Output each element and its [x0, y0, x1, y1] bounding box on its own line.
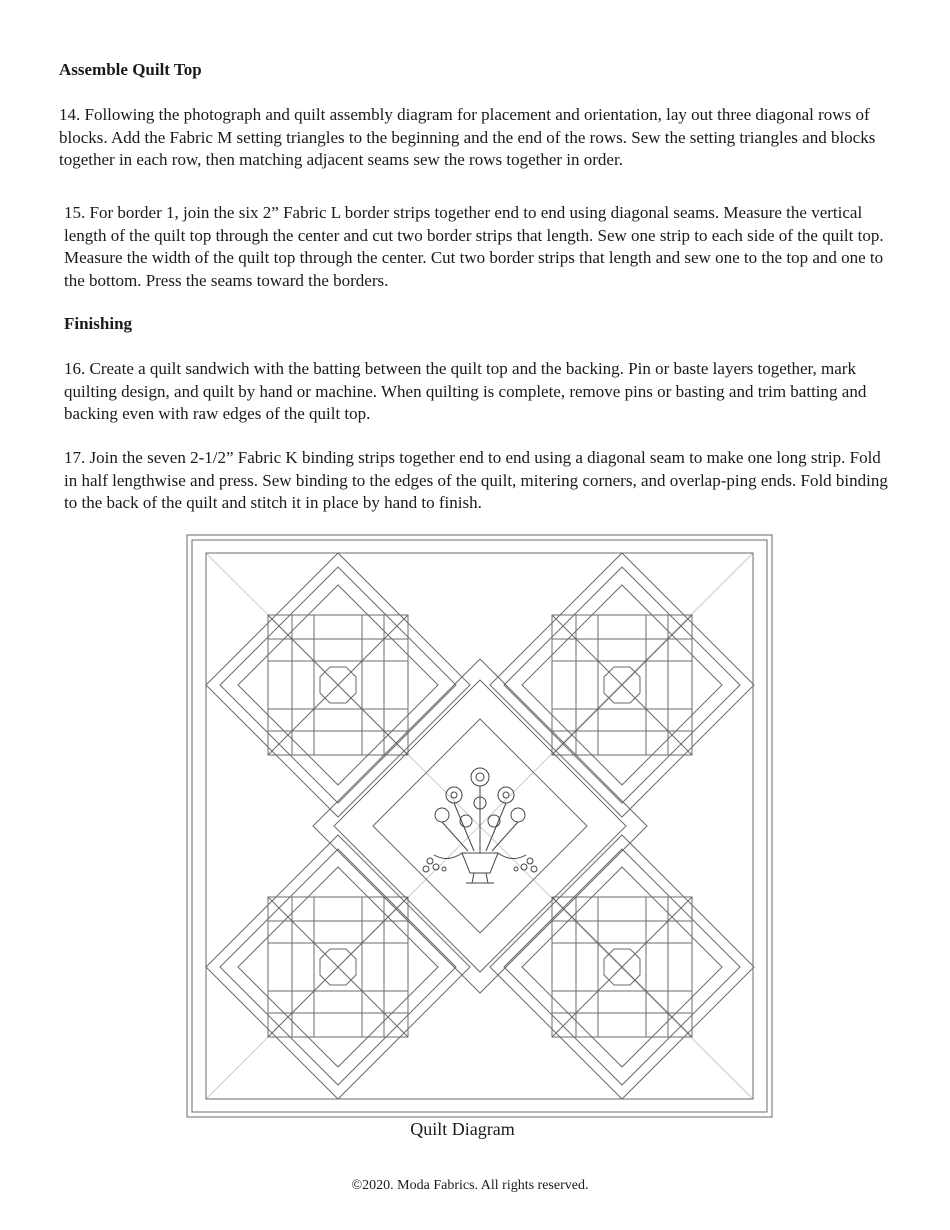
finishing-heading: Finishing [64, 314, 133, 333]
copyright-footer: ©2020. Moda Fabrics. All rights reserved. [351, 1178, 589, 1193]
assemble-quilt-top-heading: Assemble Quilt Top [59, 60, 202, 79]
step-17-paragraph: 17. Join the seven 2-1/2” Fabric K binding strips together end to end using a diagonal seam to make one long strip. Fold in half lengthwise and press. Sew binding to the edges of the quilt, mitering corners, and overlap-ping ends. Fold binding to the back of the quilt and stitch it in place by hand to finish. [64, 448, 888, 512]
step-15-paragraph: 15. For border 1, join the six 2” Fabric L border strips together end to end using diagonal seams. Measure the vertical length of the quilt top through the center and cut two border strips that length. Sew one strip to each side of the quilt top. Measure the width of the quilt top through the center. Cut two border strips that length and sew one to the top and one to the bottom. Press the seams toward the borders. [64, 203, 884, 290]
star-block-top-right [490, 553, 754, 817]
quilt-diagram [186, 533, 774, 1119]
star-block-bottom-right [490, 835, 754, 1099]
quilt-diagram-caption: Quilt Diagram [410, 1119, 515, 1139]
step-14-paragraph: 14. Following the photograph and quilt assembly diagram for placement and orientation, lay out three diagonal rows of blocks. Add the Fabric M setting triangles to the beginning and the end of the rows. Sew the setting triangles and blocks together in each row, then matching adjacent seams sew the rows together in order. [59, 105, 876, 169]
step-16-paragraph: 16. Create a quilt sandwich with the batting between the quilt top and the backing. Pin or baste layers together, mark quilting design, and quilt by hand or machine. When quilting is complete, remove pins or basting and trim batting and backing even with raw edges of the quilt top. [64, 359, 867, 423]
